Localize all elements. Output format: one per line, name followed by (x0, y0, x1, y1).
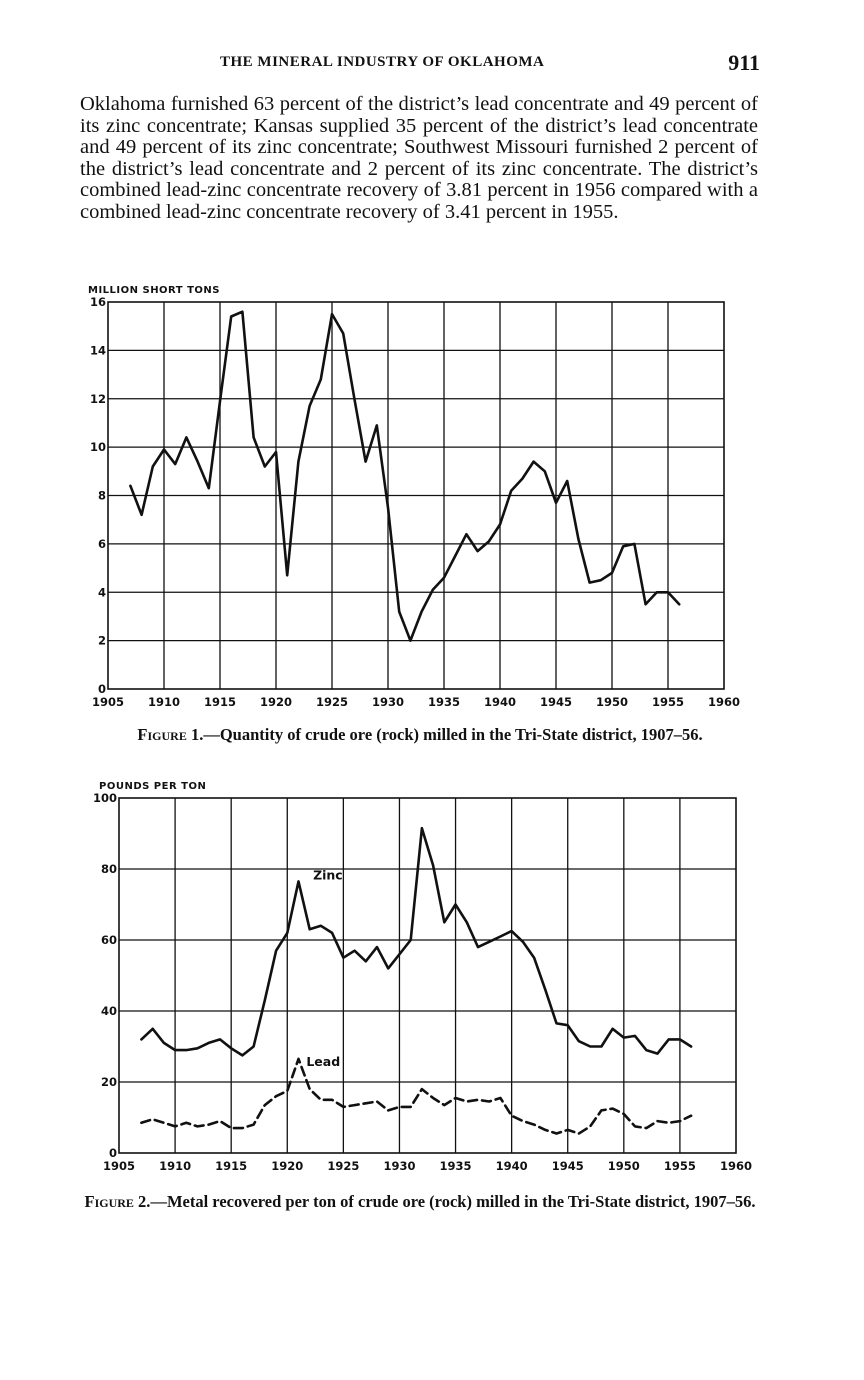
figure1-chart (0, 270, 864, 720)
fig2-x-tick-label: 1925 (327, 1159, 360, 1173)
fig2-y-tick-label: 0 (108, 1146, 117, 1160)
fig2-zinc-series-label: Zinc (313, 867, 343, 883)
fig2-y-tick-label: 40 (100, 1004, 117, 1018)
fig2-x-tick-label: 1960 (719, 1159, 753, 1173)
fig1-x-tick-label: 1935 (427, 695, 461, 709)
fig1-y-tick-label: 8 (97, 488, 106, 503)
fig1-x-tick-label: 1930 (371, 695, 405, 709)
figure2-chart (0, 770, 864, 1190)
fig1-x-tick-label: 1915 (203, 695, 237, 709)
fig2-lead-series-label: Lead (306, 1054, 341, 1070)
figure2-svg (0, 770, 864, 1190)
figure2-caption-text: —Metal recovered per ton of crude ore (rock) milled in the Tri-State district, 1907–56. (150, 1192, 756, 1211)
figure1-svg (0, 270, 864, 720)
fig1-x-tick-label: 1925 (315, 695, 349, 709)
fig1-x-tick-label: 1950 (595, 695, 629, 709)
fig1-series-line (130, 312, 679, 641)
fig1-y-tick-label: 16 (89, 295, 106, 309)
fig1-y-tick-label: 6 (97, 536, 106, 551)
fig1-y-tick-label: 10 (89, 440, 106, 455)
figure1-label: Figure 1. (137, 725, 204, 744)
fig2-y-axis-title: POUNDS PER TON (99, 781, 207, 792)
running-title: THE MINERAL INDUSTRY OF OKLAHOMA (220, 54, 545, 70)
fig2-x-tick-label: 1910 (159, 1159, 192, 1173)
fig2-x-tick-label: 1940 (495, 1159, 528, 1173)
fig2-y-tick-label: 80 (100, 862, 117, 876)
fig2-x-tick-label: 1935 (439, 1159, 472, 1173)
figure1-caption-text: —Quantity of crude ore (rock) milled in the Tri-State district, 1907–56. (203, 725, 703, 744)
body-paragraph: Oklahoma furnished 63 percent of the district’s lead concentrate and 49 percent of its zinc concentrate; Kansas supplied 35 percent of the district’s lead concentrate and 49 percent of its zinc concentrate; Southwest Missouri furnished 2 percent of the district’s lead concentrate and 2 percent of its zinc concentrate. The district’s combined lead-zinc concentrate recovery of 3.81 percent in 1956 compared with a combined lead-zinc concentrate recovery of 3.41 percent in 1955. (80, 93, 758, 223)
fig1-x-tick-label: 1920 (259, 695, 293, 709)
running-head (80, 50, 760, 80)
fig2-zinc-series-line (141, 828, 691, 1055)
fig2-y-tick-label: 60 (100, 933, 117, 947)
figure2-label: Figure 2. (84, 1192, 151, 1211)
fig2-x-tick-label: 1920 (271, 1159, 304, 1173)
figure2-caption (80, 1192, 760, 1211)
fig2-x-tick-label: 1930 (383, 1159, 416, 1173)
fig2-x-tick-label: 1945 (551, 1159, 584, 1173)
fig1-x-tick-label: 1945 (539, 695, 573, 709)
fig1-y-tick-label: 4 (97, 585, 106, 600)
fig2-x-tick-label: 1950 (607, 1159, 640, 1173)
fig1-y-axis-title: MILLION SHORT TONS (88, 285, 221, 296)
fig1-x-tick-label: 1940 (483, 695, 517, 709)
fig1-y-tick-label: 2 (97, 633, 106, 648)
fig1-x-tick-label: 1955 (651, 695, 685, 709)
fig1-x-tick-label: 1910 (147, 695, 181, 709)
page-number: 911 (728, 50, 760, 75)
fig1-y-tick-label: 12 (89, 391, 106, 406)
fig2-y-tick-label: 20 (100, 1075, 117, 1089)
fig2-lead-series-line (141, 1059, 691, 1134)
fig2-y-tick-label: 100 (92, 791, 117, 805)
fig1-x-tick-label: 1905 (91, 695, 125, 709)
fig2-x-tick-label: 1955 (663, 1159, 696, 1173)
fig1-y-tick-label: 14 (89, 343, 106, 358)
fig2-x-tick-label: 1905 (102, 1159, 136, 1173)
figure1-caption (80, 725, 760, 744)
fig1-x-tick-label: 1960 (707, 695, 741, 709)
fig2-x-tick-label: 1915 (215, 1159, 248, 1173)
fig1-y-tick-label: 0 (97, 682, 106, 696)
